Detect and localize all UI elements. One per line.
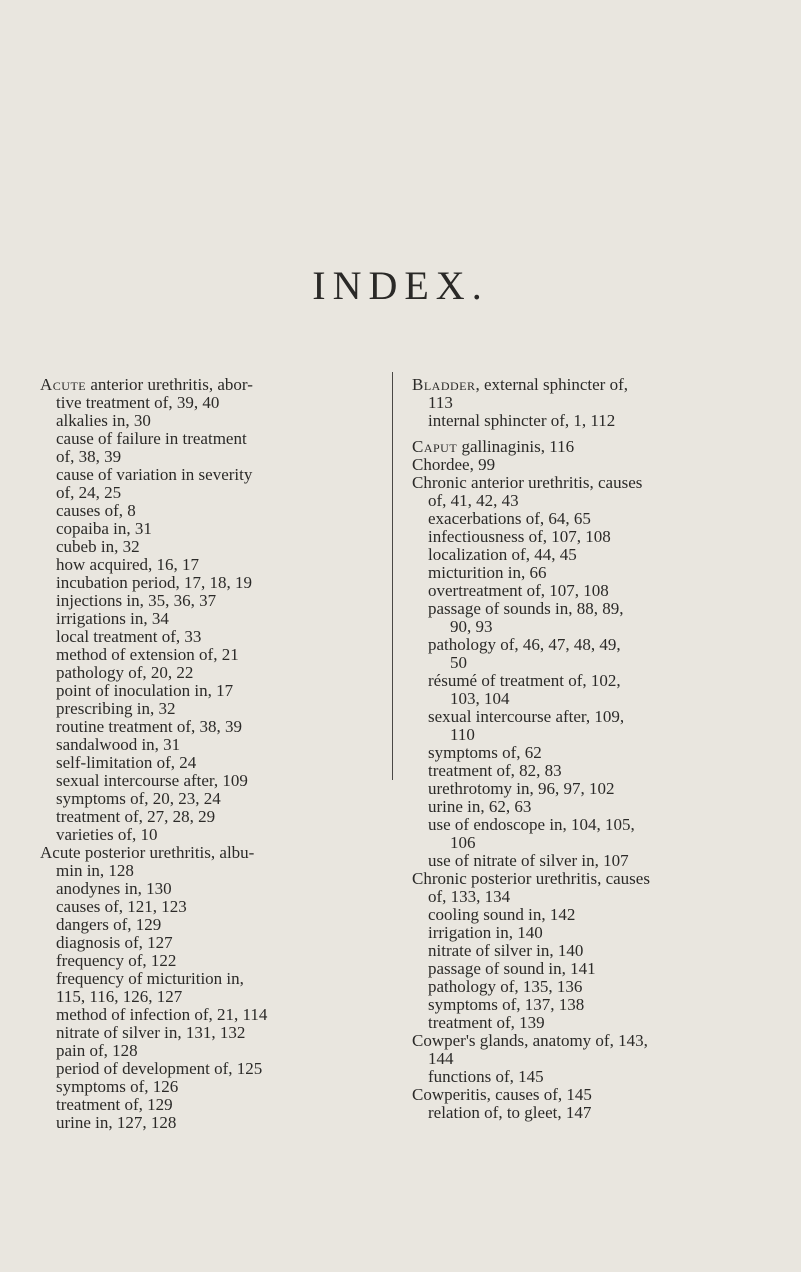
index-entry-text: cause of variation in severity (56, 465, 253, 484)
index-entry-text: symptoms of, 20, 23, 24 (56, 789, 221, 808)
index-subentry (412, 672, 762, 690)
index-subentry (40, 880, 385, 898)
index-subentry (412, 690, 762, 708)
index-subentry (40, 664, 385, 682)
index-entry-text: anodynes in, 130 (56, 879, 172, 898)
index-entry-text: urethrotomy in, 96, 97, 102 (428, 779, 615, 798)
index-entry-text: infectiousness of, 107, 108 (428, 527, 611, 546)
index-entry-text: anterior urethritis, abor- (86, 375, 253, 394)
index-subentry (412, 582, 762, 600)
index-subentry (40, 1042, 385, 1060)
index-entry-text: 144 (428, 1049, 454, 1068)
index-subentry (412, 852, 762, 870)
index-subentry (40, 502, 385, 520)
index-entry-text: method of extension of, 21 (56, 645, 239, 664)
index-subentry (40, 952, 385, 970)
index-subentry (412, 834, 762, 852)
index-entry-text: pathology of, 20, 22 (56, 663, 194, 682)
index-subentry (40, 1114, 385, 1132)
index-entry-lead: Caput (412, 437, 458, 456)
index-subentry (40, 610, 385, 628)
index-subentry (412, 394, 762, 412)
index-subentry (40, 412, 385, 430)
index-entry-text: urine in, 62, 63 (428, 797, 532, 816)
index-subentry (412, 1050, 762, 1068)
index-subentry (412, 564, 762, 582)
index-entry-text: résumé of treatment of, 102, (428, 671, 621, 690)
index-entry-text: incubation period, 17, 18, 19 (56, 573, 252, 592)
index-entry-text: 110 (450, 725, 475, 744)
index-subentry (412, 600, 762, 618)
index-entry-text: Chronic posterior urethritis, causes (412, 869, 650, 888)
index-column-right (412, 376, 762, 1122)
index-entry-text: gallinaginis, 116 (457, 437, 575, 456)
index-subentry (412, 744, 762, 762)
index-subentry (412, 636, 762, 654)
index-entry-lead: Acute (40, 375, 87, 394)
index-subentry (40, 1096, 385, 1114)
index-entry-text: irrigations in, 34 (56, 609, 169, 628)
index-entry-text: passage of sound in, 141 (428, 959, 596, 978)
index-subentry (40, 1024, 385, 1042)
index-subentry (412, 1014, 762, 1032)
index-subentry (412, 708, 762, 726)
index-entry-text: tive treatment of, 39, 40 (56, 393, 220, 412)
index-subentry (412, 546, 762, 564)
index-entry-text: prescribing in, 32 (56, 699, 176, 718)
index-entry-text: copaiba in, 31 (56, 519, 152, 538)
index-entry-text: 90, 93 (450, 617, 493, 636)
index-entry-text: method of infection of, 21, 114 (56, 1005, 268, 1024)
index-entry (412, 376, 762, 394)
index-subentry (40, 430, 385, 448)
index-entry-text: relation of, to gleet, 147 (428, 1103, 592, 1122)
index-entry (412, 438, 762, 456)
index-entry-text: cubeb in, 32 (56, 537, 140, 556)
index-subentry (412, 492, 762, 510)
index-subentry (40, 592, 385, 610)
index-entry (40, 844, 385, 862)
index-entry-text: of, 24, 25 (56, 483, 122, 502)
index-entry-text: internal sphincter of, 1, 112 (428, 411, 616, 430)
index-subentry (40, 772, 385, 790)
index-subentry (412, 924, 762, 942)
index-entry-text: pathology of, 46, 47, 48, 49, (428, 635, 621, 654)
index-subentry (412, 906, 762, 924)
index-entry-text: of, 41, 42, 43 (428, 491, 519, 510)
index-subentry (40, 736, 385, 754)
index-entry-text: frequency of, 122 (56, 951, 177, 970)
index-entry-text: causes of, 8 (56, 501, 136, 520)
index-entry-text: varieties of, 10 (56, 825, 158, 844)
index-entry-text: sandalwood in, 31 (56, 735, 181, 754)
index-entry-text: functions of, 145 (428, 1067, 544, 1086)
index-subentry (412, 412, 762, 430)
index-entry-text: min in, 128 (56, 861, 134, 880)
index-subentry (40, 934, 385, 952)
index-subentry (412, 510, 762, 528)
index-subentry (40, 556, 385, 574)
index-subentry (412, 942, 762, 960)
index-subentry (412, 762, 762, 780)
index-subentry (40, 790, 385, 808)
index-entry (412, 870, 762, 888)
index-entry-text: causes of, 121, 123 (56, 897, 187, 916)
index-subentry (412, 888, 762, 906)
index-entry-text: nitrate of silver in, 140 (428, 941, 584, 960)
index-subentry (40, 394, 385, 412)
index-subentry (40, 682, 385, 700)
index-entry-text: Chordee, 99 (412, 455, 496, 474)
index-entry-text: 113 (428, 393, 453, 412)
index-subentry (40, 628, 385, 646)
index-entry-text: Acute posterior urethritis, albu- (40, 843, 255, 862)
index-column-left (40, 376, 385, 1132)
index-entry-text: pain of, 128 (56, 1041, 138, 1060)
index-subentry (40, 1078, 385, 1096)
index-entry-text: urine in, 127, 128 (56, 1113, 177, 1132)
index-entry-text: localization of, 44, 45 (428, 545, 577, 564)
column-divider (392, 372, 393, 780)
index-entry (412, 1032, 762, 1050)
index-subentry (412, 654, 762, 672)
index-entry-lead: Bladder (412, 375, 476, 394)
index-entry-text: passage of sounds in, 88, 89, (428, 599, 624, 618)
index-subentry (412, 1068, 762, 1086)
index-subentry (40, 520, 385, 538)
index-entry-text: of, 133, 134 (428, 887, 511, 906)
index-subentry (40, 448, 385, 466)
index-entry-text: local treatment of, 33 (56, 627, 202, 646)
index-entry-text: frequency of micturition in, (56, 969, 244, 988)
index-entry-text: cause of failure in treatment (56, 429, 247, 448)
index-entry-text: point of inoculation in, 17 (56, 681, 234, 700)
index-subentry (412, 780, 762, 798)
index-entry-text: period of development of, 125 (56, 1059, 263, 1078)
index-subentry (40, 988, 385, 1006)
index-entry-text: Chronic anterior urethritis, causes (412, 473, 643, 492)
index-entry-text: symptoms of, 137, 138 (428, 995, 585, 1014)
index-entry-text: use of endoscope in, 104, 105, (428, 815, 635, 834)
index-entry-text: of, 38, 39 (56, 447, 122, 466)
index-subentry (40, 826, 385, 844)
index-entry-text: , external sphincter of, (475, 375, 628, 394)
index-subentry (40, 916, 385, 934)
index-entry-text: injections in, 35, 36, 37 (56, 591, 217, 610)
index-subentry (412, 618, 762, 636)
index-entry-text: diagnosis of, 127 (56, 933, 173, 952)
index-subentry (412, 726, 762, 744)
index-entry-text: micturition in, 66 (428, 563, 547, 582)
index-subentry (40, 808, 385, 826)
index-entry (412, 456, 762, 474)
index-entry-text: treatment of, 129 (56, 1095, 173, 1114)
index-subentry (40, 574, 385, 592)
index-entry-text: self-limitation of, 24 (56, 753, 197, 772)
index-entry-text: treatment of, 82, 83 (428, 761, 562, 780)
index-subentry (40, 754, 385, 772)
index-subentry (40, 538, 385, 556)
index-entry-text: use of nitrate of silver in, 107 (428, 851, 629, 870)
index-entry-text: routine treatment of, 38, 39 (56, 717, 243, 736)
index-entry-text: sexual intercourse after, 109 (56, 771, 248, 790)
index-subentry (40, 646, 385, 664)
index-entry-text: sexual intercourse after, 109, (428, 707, 625, 726)
index-entry-text: symptoms of, 62 (428, 743, 542, 762)
page-title: INDEX. (312, 263, 489, 308)
index-subentry (40, 700, 385, 718)
index-entry (40, 376, 385, 394)
index-subentry (40, 466, 385, 484)
index-entry-text: treatment of, 27, 28, 29 (56, 807, 216, 826)
index-entry-text: 106 (450, 833, 476, 852)
index-subentry (412, 816, 762, 834)
index-entry-text: how acquired, 16, 17 (56, 555, 200, 574)
index-entry-text: 115, 116, 126, 127 (56, 987, 183, 1006)
index-entry-text: Cowper's glands, anatomy of, 143, (412, 1031, 648, 1050)
index-entry (412, 1086, 762, 1104)
index-entry-text: cooling sound in, 142 (428, 905, 576, 924)
index-entry-text: exacerbations of, 64, 65 (428, 509, 591, 528)
index-subentry (40, 1060, 385, 1078)
index-entry-text: symptoms of, 126 (56, 1077, 179, 1096)
index-subentry (40, 484, 385, 502)
index-entry-text: nitrate of silver in, 131, 132 (56, 1023, 246, 1042)
index-subentry (40, 718, 385, 736)
index-entry (412, 474, 762, 492)
index-entry-text: dangers of, 129 (56, 915, 162, 934)
index-entry-text: overtreatment of, 107, 108 (428, 581, 609, 600)
index-subentry (40, 898, 385, 916)
index-entry-text: treatment of, 139 (428, 1013, 545, 1032)
index-subentry (40, 1006, 385, 1024)
index-subentry (412, 798, 762, 816)
index-subentry (412, 996, 762, 1014)
index-subentry (412, 960, 762, 978)
index-entry-text: 103, 104 (450, 689, 510, 708)
index-subentry (40, 862, 385, 880)
index-subentry (412, 1104, 762, 1122)
index-subentry (40, 970, 385, 988)
index-subentry (412, 978, 762, 996)
index-entry-text: alkalies in, 30 (56, 411, 151, 430)
index-subentry (412, 528, 762, 546)
index-entry-text: irrigation in, 140 (428, 923, 543, 942)
index-entry-text: Cowperitis, causes of, 145 (412, 1085, 592, 1104)
index-entry-text: 50 (450, 653, 467, 672)
index-entry-text: pathology of, 135, 136 (428, 977, 583, 996)
